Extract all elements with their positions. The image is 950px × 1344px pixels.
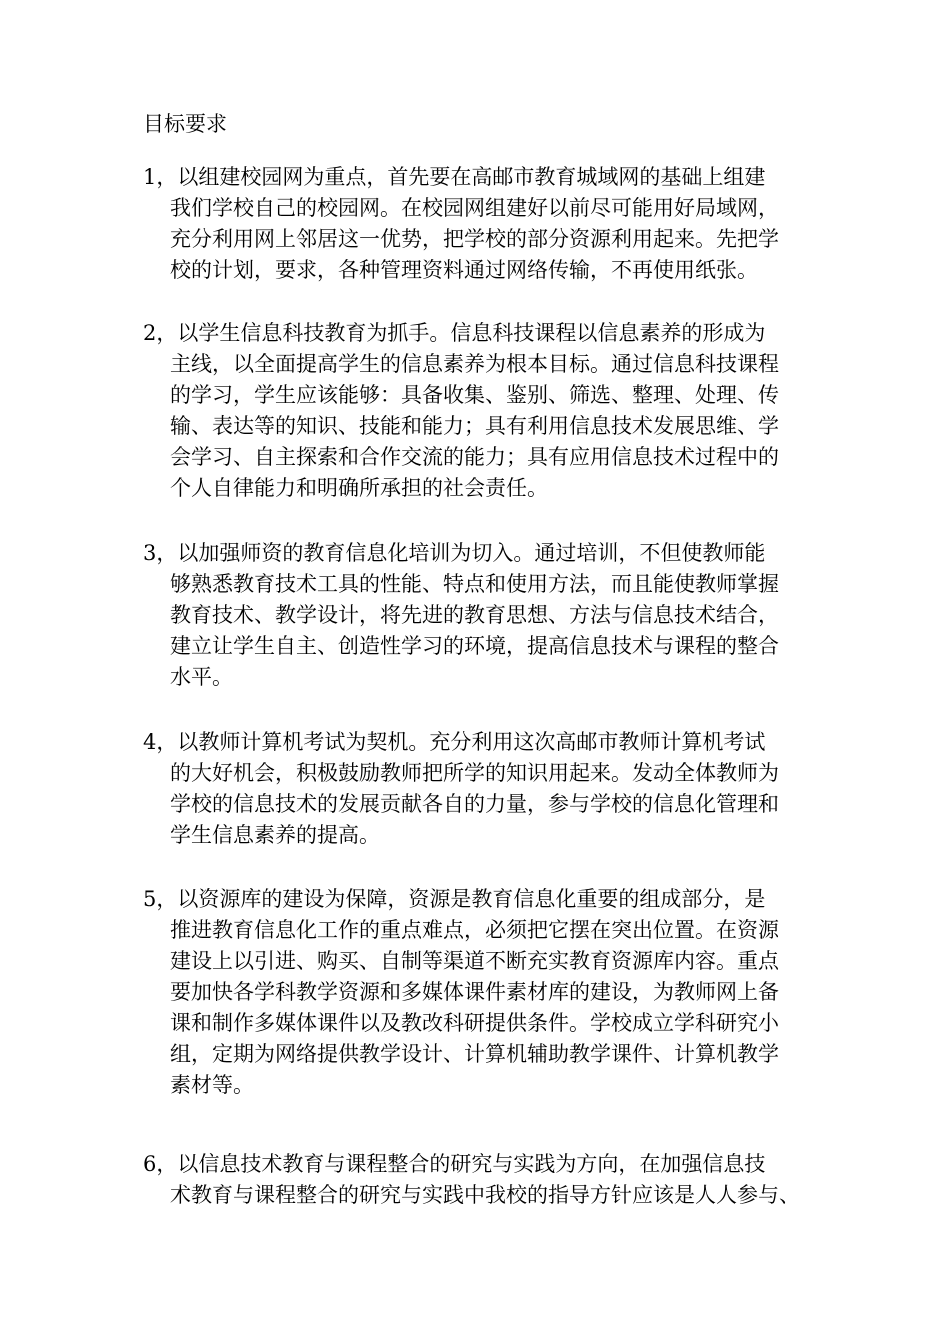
paragraph-line: 学校的信息技术的发展贡献各自的力量，参与学校的信息化管理和 bbox=[170, 792, 779, 816]
paragraph-line: 建立让学生自主、创造性学习的环境，提高信息技术与课程的整合 bbox=[170, 634, 779, 658]
paragraph-line: 5，以资源库的建设为保障，资源是教育信息化重要的组成部分，是 bbox=[143, 887, 766, 911]
paragraph-line: 3，以加强师资的教育信息化培训为切入。通过培训，不但使教师能 bbox=[143, 541, 766, 565]
paragraph-line: 我们学校自己的校园网。在校园网组建好以前尽可能用好局域网， bbox=[170, 196, 779, 220]
paragraph-1 bbox=[143, 162, 779, 286]
paragraph-line: 主线，以全面提高学生的信息素养为根本目标。通过信息科技课程 bbox=[170, 352, 779, 376]
paragraph-2 bbox=[143, 318, 779, 504]
paragraph-line: 输、表达等的知识、技能和能力；具有利用信息技术发展思维、学 bbox=[170, 414, 779, 438]
paragraph-line: 建设上以引进、购买、自制等渠道不断充实教育资源库内容。重点 bbox=[170, 949, 779, 973]
paragraph-line: 校的计划，要求，各种管理资料通过网络传输，不再使用纸张。 bbox=[170, 258, 758, 282]
paragraph-line: 的学习，学生应该能够：具备收集、鉴别、筛选、整理、处理、传 bbox=[170, 383, 779, 407]
paragraph-3 bbox=[143, 538, 779, 693]
paragraph-line: 素材等。 bbox=[170, 1073, 254, 1097]
paragraph-5 bbox=[143, 884, 779, 1101]
paragraph-line: 学生信息素养的提高。 bbox=[170, 823, 380, 847]
paragraph-line: 推进教育信息化工作的重点难点，必须把它摆在突出位置。在资源 bbox=[170, 918, 779, 942]
paragraph-line: 够熟悉教育技术工具的性能、特点和使用方法，而且能使教师掌握 bbox=[170, 572, 779, 596]
paragraph-line: 4，以教师计算机考试为契机。充分利用这次高邮市教师计算机考试 bbox=[143, 730, 766, 754]
paragraph-line: 1，以组建校园网为重点，首先要在高邮市教育城域网的基础上组建 bbox=[143, 165, 766, 189]
paragraph-line: 组，定期为网络提供教学设计、计算机辅助教学课件、计算机教学 bbox=[170, 1042, 779, 1066]
paragraph-line: 6，以信息技术教育与课程整合的研究与实践为方向，在加强信息技 bbox=[143, 1152, 766, 1176]
paragraph-4 bbox=[143, 727, 779, 851]
paragraph-line: 充分利用网上邻居这一优势，把学校的部分资源利用起来。先把学 bbox=[170, 227, 779, 251]
paragraph-line: 的大好机会，积极鼓励教师把所学的知识用起来。发动全体教师为 bbox=[170, 761, 779, 785]
paragraph-line: 课和制作多媒体课件以及教改科研提供条件。学校成立学科研究小 bbox=[170, 1011, 779, 1035]
paragraph-line: 教育技术、教学设计，将先进的教育思想、方法与信息技术结合， bbox=[170, 603, 779, 627]
paragraph-line: 个人自律能力和明确所承担的社会责任。 bbox=[170, 476, 548, 500]
paragraph-line: 2，以学生信息科技教育为抓手。信息科技课程以信息素养的形成为 bbox=[143, 321, 766, 345]
document-heading: 目标要求 bbox=[143, 112, 227, 136]
paragraph-line: 会学习、自主探索和合作交流的能力；具有应用信息技术过程中的 bbox=[170, 445, 779, 469]
paragraph-line: 水平。 bbox=[170, 665, 233, 689]
paragraph-line: 要加快各学科教学资源和多媒体课件素材库的建设，为教师网上备 bbox=[170, 980, 779, 1004]
paragraph-6 bbox=[143, 1149, 800, 1211]
paragraph-line: 术教育与课程整合的研究与实践中我校的指导方针应该是人人参与、 bbox=[170, 1183, 800, 1207]
